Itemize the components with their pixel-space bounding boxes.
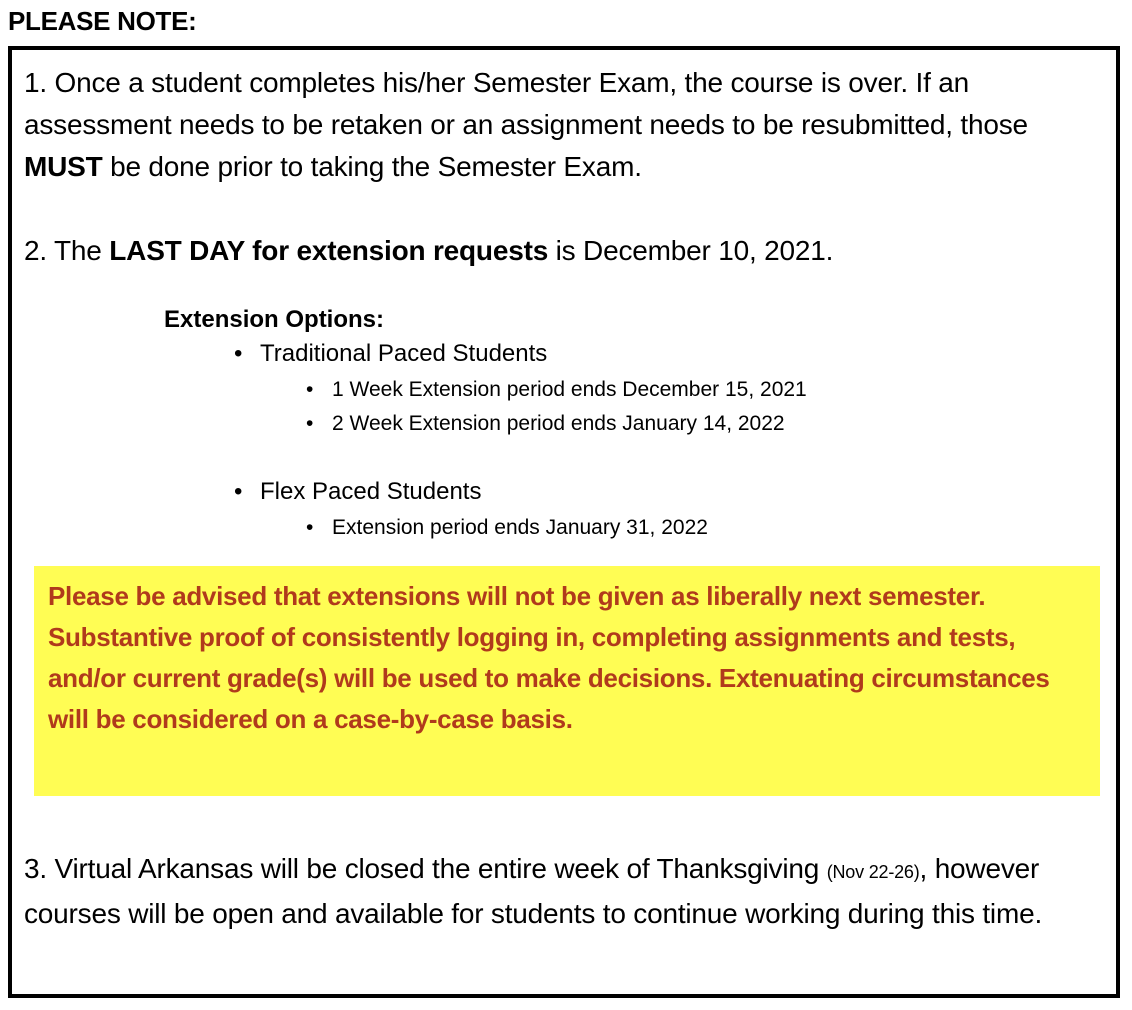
bullet-flex-1 — [306, 516, 708, 540]
bullet-flex — [234, 478, 481, 506]
bullet-icon: • — [306, 412, 314, 435]
page-heading: PLEASE NOTE: — [8, 6, 197, 36]
note-item-2 — [24, 230, 833, 272]
note-item-1-text: 1. Once a student completes his/her Semester Exam, the course is over. If an assessment needs to be retaken or an assignment needs to be resubmitted, those — [24, 67, 1028, 140]
note-item-3-text: 3. Virtual Arkansas will be closed the entire week of Thanksgiving — [24, 853, 827, 884]
traditional-item-2: 2 Week Extension period ends January 14, 2022 — [332, 412, 785, 435]
bullet-traditional-2 — [306, 412, 785, 436]
traditional-label: Traditional Paced Students — [260, 340, 548, 367]
extension-notice: Please be advised that extensions will not be given as liberally next semester. Substantive proof of consistently logging in, completing assignments and tests, and/or current grade(s) will be used to make decisions. Extenuating circumstances will be considered on a case-by-case basis. — [34, 566, 1100, 796]
flex-label: Flex Paced Students — [260, 478, 482, 505]
flex-item-1: Extension period ends January 31, 2022 — [332, 516, 708, 539]
notes-box — [8, 46, 1120, 998]
extension-options-title: Extension Options: — [164, 306, 385, 333]
traditional-item-1: 1 Week Extension period ends December 15, 2021 — [332, 378, 807, 401]
bullet-icon: • — [306, 516, 314, 539]
note-item-3-dates: (Nov 22-26) — [826, 862, 920, 882]
note-item-2-text: 2. The — [24, 235, 110, 266]
note-item-1 — [24, 62, 1104, 188]
bullet-icon: • — [306, 378, 314, 401]
bullet-icon: • — [234, 340, 243, 367]
bullet-traditional-1 — [306, 378, 807, 402]
note-item-3-text-end: , however courses will be open and available for students to continue working during this time. — [24, 853, 1043, 929]
note-item-2-emphasis: LAST DAY for extension requests — [109, 235, 549, 266]
note-item-2-text-end: is December 10, 2021. — [548, 235, 834, 266]
bullet-traditional — [234, 340, 547, 368]
note-item-1-emphasis: MUST — [24, 151, 103, 182]
bullet-icon: • — [234, 478, 243, 505]
note-item-3 — [24, 848, 1114, 935]
note-item-1-text-end: be done prior to taking the Semester Exam. — [102, 151, 642, 182]
